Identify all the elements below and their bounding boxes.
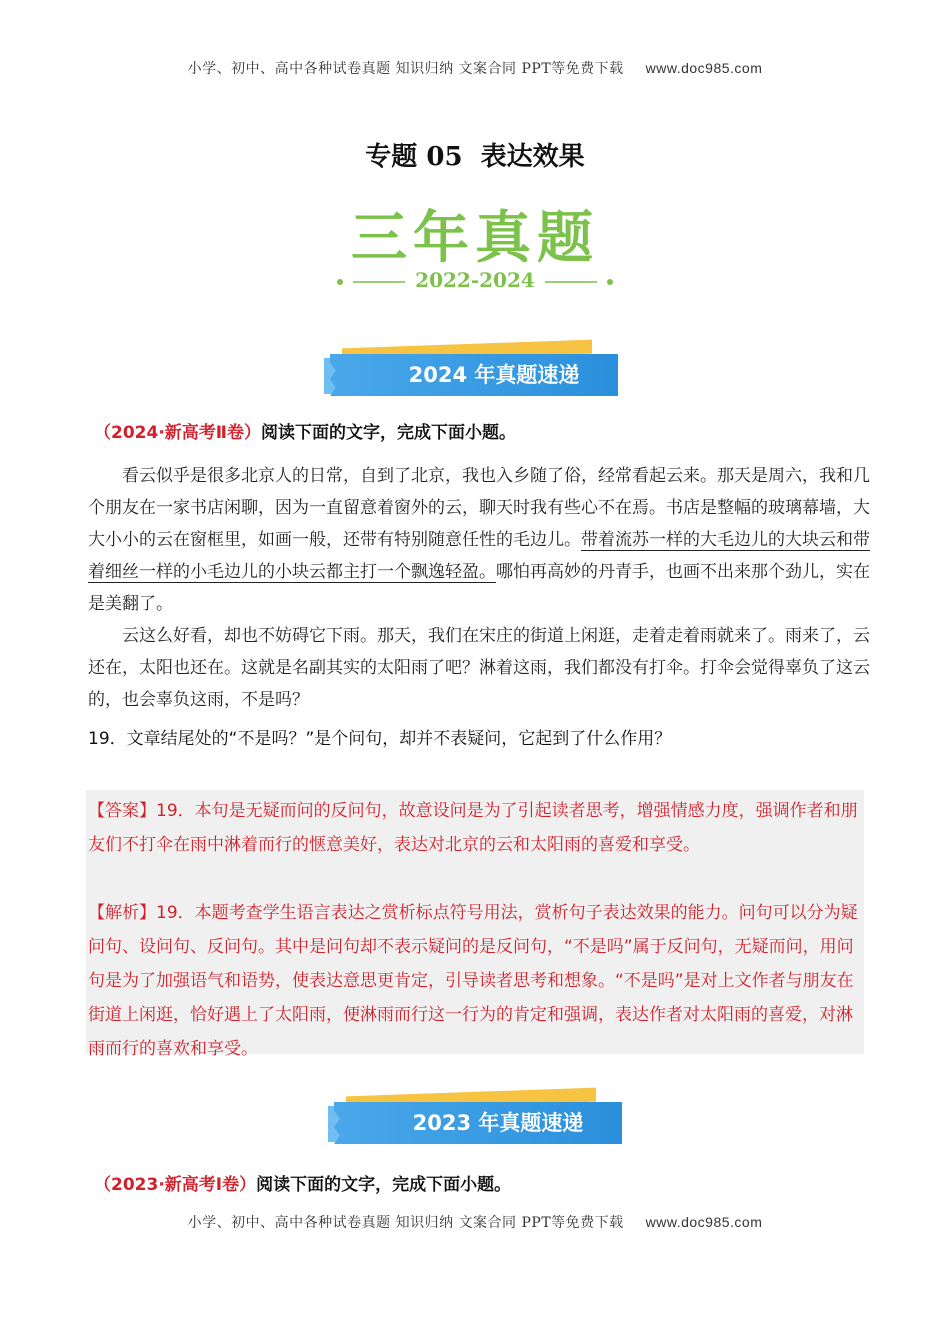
footer-site-link[interactable]: www.doc985.com (645, 1214, 763, 1230)
paragraph-text: 看云似乎是很多北京人的日常，自到了北京，我也入乡随了俗，经常看起云来。那天是周六，我和几个朋友在一家书店闲聊，因为一直留意着窗外的云，聊天时我有些心不在焉。书店是整幅的玻璃幕墙，大大小小的云在窗框里，如画一般，还带有特别随意任性的毛边儿。 (88, 466, 870, 550)
reading-passage (88, 460, 872, 716)
dot-icon (337, 279, 343, 285)
source-line-2024 (94, 418, 516, 443)
title-suffix: 表达效果 (480, 142, 585, 172)
source-line-2023 (94, 1170, 511, 1195)
page-title (0, 136, 950, 173)
header-text: 小学、初中、高中各种试卷真题 知识归纳 文案合同 PPT等免费下载 (187, 61, 624, 77)
banner-2023 (334, 1092, 624, 1148)
footer-text: 小学、初中、高中各种试卷真题 知识归纳 文案合同 PPT等免费下载 (187, 1215, 624, 1231)
exam-source: （2023·新高考Ⅰ卷） (94, 1175, 257, 1195)
divider (545, 281, 597, 283)
paragraph (88, 460, 872, 620)
instruction: 阅读下面的文字，完成下面小题。 (260, 423, 516, 443)
banner-2024 (330, 344, 620, 400)
banner-label: 2024 年真题速递 (408, 363, 580, 387)
year-range (0, 268, 950, 292)
page-header (0, 58, 950, 78)
title-number: 05 (426, 142, 463, 172)
paragraph: 云这么好看，却也不妨碍它下雨。那天，我们在宋庄的街道上闲逛，走着走着雨就来了。雨来了，云还在，太阳也还在。这就是名副其实的太阳雨了吧？淋着这雨，我们都没有打伞。打伞会觉得辜负了这云的，也会辜负这雨，不是吗？ (88, 626, 870, 710)
answer-paragraph: 【答案】19．本句是无疑而问的反问句，故意设问是为了引起读者思考，增强情感力度，强调作者和朋友们不打伞在雨中淋着而行的惬意美好，表达对北京的云和太阳雨的喜爱和享受。 (88, 801, 858, 855)
paragraph-text: 哪怕再高妙的丹青手，也画不出来那个劲儿，实在是美翻了。 (88, 562, 870, 614)
divider (353, 281, 405, 283)
analysis-paragraph: 【解析】19．本题考查学生语言表达之赏析标点符号用法，赏析句子表达效果的能力。问句可以分为疑问句、设问句、反问句。其中是问句却不表示疑问的是反问句，“不是吗”属于反问句，无疑而问，用问句是为了加强语气和语势，使表达意思更肯定，引导读者思考和想象。“不是吗”是对上文作者与朋友在街道上闲逛，恰好遇上了太阳雨，便淋雨而行这一行为的肯定和强调，表达作者对太阳雨的喜爱，对淋雨而行的喜欢和享受。 (88, 903, 858, 1059)
header-site-link[interactable]: www.doc985.com (645, 60, 763, 76)
year-range-text: 2022-2024 (415, 268, 535, 292)
exam-source: （2024·新高考Ⅱ卷） (94, 423, 261, 443)
answer-text (88, 794, 862, 862)
three-years-title: 三年真题 (351, 206, 599, 271)
page-footer (0, 1212, 950, 1232)
dot-icon (607, 279, 613, 285)
title-prefix: 专题 (365, 142, 418, 172)
banner-label: 2023 年真题速递 (412, 1111, 584, 1135)
underlined-sentence: 带着流苏一样的大毛边儿的大块云和带着细丝一样的小毛边儿的小块云都主打一个飘逸轻盈。 (88, 530, 870, 582)
question-19: 19．文章结尾处的“不是吗？”是个问句，却并不表疑问，它起到了什么作用？ (88, 729, 672, 749)
instruction: 阅读下面的文字，完成下面小题。 (256, 1175, 512, 1195)
analysis-text (88, 896, 862, 1066)
